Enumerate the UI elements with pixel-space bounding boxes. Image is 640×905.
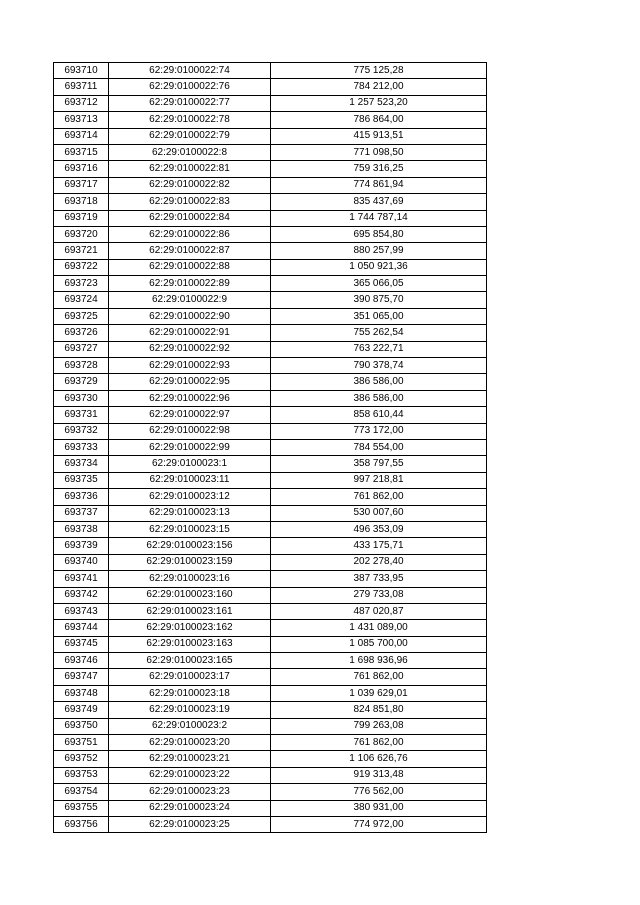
cadastral-number-cell: 62:29:0100022:98 [109,423,271,439]
row-number-cell: 693738 [54,521,109,537]
value-cell: 784 554,00 [271,439,487,455]
row-number-cell: 693715 [54,144,109,160]
cadastral-number-cell: 62:29:0100022:8 [109,144,271,160]
cadastral-number-cell: 62:29:0100023:19 [109,702,271,718]
cadastral-number-cell: 62:29:0100023:165 [109,653,271,669]
cadastral-number-cell: 62:29:0100023:159 [109,554,271,570]
row-number-cell: 693711 [54,79,109,95]
value-cell: 824 851,80 [271,702,487,718]
cadastral-number-cell: 62:29:0100022:97 [109,407,271,423]
table-body [54,63,487,833]
row-number-cell: 693736 [54,489,109,505]
table-row [54,292,487,308]
cadastral-number-cell: 62:29:0100022:86 [109,226,271,242]
cadastral-number-cell: 62:29:0100023:2 [109,718,271,734]
value-cell: 1 257 523,20 [271,95,487,111]
row-number-cell: 693751 [54,735,109,751]
table-row [54,489,487,505]
cadastral-number-cell: 62:29:0100022:87 [109,243,271,259]
cadastral-number-cell: 62:29:0100023:161 [109,603,271,619]
cadastral-number-cell: 62:29:0100023:1 [109,456,271,472]
value-cell: 763 222,71 [271,341,487,357]
value-cell: 786 864,00 [271,112,487,128]
row-number-cell: 693724 [54,292,109,308]
table-row [54,439,487,455]
cadastral-number-cell: 62:29:0100023:13 [109,505,271,521]
value-cell: 433 175,71 [271,538,487,554]
table-row [54,554,487,570]
table-row [54,161,487,177]
row-number-cell: 693716 [54,161,109,177]
cadastral-number-cell: 62:29:0100022:81 [109,161,271,177]
table-row [54,587,487,603]
row-number-cell: 693726 [54,325,109,341]
row-number-cell: 693720 [54,226,109,242]
table-row [54,128,487,144]
row-number-cell: 693727 [54,341,109,357]
value-cell: 880 257,99 [271,243,487,259]
row-number-cell: 693750 [54,718,109,734]
table-row [54,521,487,537]
value-cell: 1 106 626,76 [271,751,487,767]
table-row [54,276,487,292]
table-row [54,751,487,767]
row-number-cell: 693749 [54,702,109,718]
value-cell: 279 733,08 [271,587,487,603]
value-cell: 790 378,74 [271,358,487,374]
row-number-cell: 693733 [54,439,109,455]
table-row [54,95,487,111]
row-number-cell: 693710 [54,63,109,79]
table-row [54,341,487,357]
value-cell: 759 316,25 [271,161,487,177]
cadastral-number-cell: 62:29:0100022:82 [109,177,271,193]
value-cell: 835 437,69 [271,194,487,210]
row-number-cell: 693725 [54,308,109,324]
table-row [54,210,487,226]
cadastral-number-cell: 62:29:0100023:16 [109,571,271,587]
row-number-cell: 693732 [54,423,109,439]
table-row [54,472,487,488]
table-row [54,571,487,587]
table-row [54,407,487,423]
table-row [54,603,487,619]
value-cell: 774 861,94 [271,177,487,193]
cadastral-number-cell: 62:29:0100023:163 [109,636,271,652]
row-number-cell: 693713 [54,112,109,128]
table-row [54,144,487,160]
cadastral-value-table [53,62,487,833]
row-number-cell: 693747 [54,669,109,685]
value-cell: 997 218,81 [271,472,487,488]
value-cell: 365 066,05 [271,276,487,292]
cadastral-number-cell: 62:29:0100023:22 [109,767,271,783]
row-number-cell: 693728 [54,358,109,374]
value-cell: 358 797,55 [271,456,487,472]
value-cell: 858 610,44 [271,407,487,423]
row-number-cell: 693729 [54,374,109,390]
table-row [54,669,487,685]
spreadsheet-page [53,62,487,833]
row-number-cell: 693755 [54,800,109,816]
cadastral-number-cell: 62:29:0100023:20 [109,735,271,751]
value-cell: 919 313,48 [271,767,487,783]
row-number-cell: 693739 [54,538,109,554]
cadastral-number-cell: 62:29:0100022:89 [109,276,271,292]
row-number-cell: 693718 [54,194,109,210]
value-cell: 774 972,00 [271,816,487,832]
table-row [54,243,487,259]
table-row [54,702,487,718]
cadastral-number-cell: 62:29:0100022:96 [109,390,271,406]
row-number-cell: 693730 [54,390,109,406]
row-number-cell: 693752 [54,751,109,767]
row-number-cell: 693734 [54,456,109,472]
row-number-cell: 693731 [54,407,109,423]
value-cell: 1 431 089,00 [271,620,487,636]
cadastral-number-cell: 62:29:0100022:77 [109,95,271,111]
value-cell: 773 172,00 [271,423,487,439]
value-cell: 771 098,50 [271,144,487,160]
value-cell: 1 085 700,00 [271,636,487,652]
table-row [54,800,487,816]
row-number-cell: 693742 [54,587,109,603]
row-number-cell: 693753 [54,767,109,783]
table-row [54,79,487,95]
cadastral-number-cell: 62:29:0100022:9 [109,292,271,308]
table-row [54,636,487,652]
value-cell: 761 862,00 [271,735,487,751]
value-cell: 1 744 787,14 [271,210,487,226]
table-row [54,685,487,701]
row-number-cell: 693735 [54,472,109,488]
table-row [54,456,487,472]
row-number-cell: 693743 [54,603,109,619]
value-cell: 799 263,08 [271,718,487,734]
table-row [54,63,487,79]
value-cell: 695 854,80 [271,226,487,242]
cadastral-number-cell: 62:29:0100023:11 [109,472,271,488]
cadastral-number-cell: 62:29:0100022:93 [109,358,271,374]
cadastral-number-cell: 62:29:0100023:15 [109,521,271,537]
cadastral-number-cell: 62:29:0100023:156 [109,538,271,554]
cadastral-number-cell: 62:29:0100022:84 [109,210,271,226]
cadastral-number-cell: 62:29:0100022:74 [109,63,271,79]
table-row [54,112,487,128]
row-number-cell: 693756 [54,816,109,832]
value-cell: 496 353,09 [271,521,487,537]
table-row [54,358,487,374]
value-cell: 761 862,00 [271,489,487,505]
cadastral-number-cell: 62:29:0100022:78 [109,112,271,128]
value-cell: 390 875,70 [271,292,487,308]
row-number-cell: 693723 [54,276,109,292]
cadastral-number-cell: 62:29:0100022:83 [109,194,271,210]
cadastral-number-cell: 62:29:0100022:90 [109,308,271,324]
cadastral-number-cell: 62:29:0100023:17 [109,669,271,685]
value-cell: 1 050 921,36 [271,259,487,275]
row-number-cell: 693740 [54,554,109,570]
table-row [54,423,487,439]
row-number-cell: 693712 [54,95,109,111]
cadastral-number-cell: 62:29:0100023:12 [109,489,271,505]
cadastral-number-cell: 62:29:0100023:24 [109,800,271,816]
cadastral-number-cell: 62:29:0100023:160 [109,587,271,603]
value-cell: 351 065,00 [271,308,487,324]
value-cell: 775 125,28 [271,63,487,79]
cadastral-number-cell: 62:29:0100022:92 [109,341,271,357]
row-number-cell: 693737 [54,505,109,521]
row-number-cell: 693744 [54,620,109,636]
cadastral-number-cell: 62:29:0100022:91 [109,325,271,341]
value-cell: 202 278,40 [271,554,487,570]
table-row [54,538,487,554]
cadastral-number-cell: 62:29:0100023:18 [109,685,271,701]
value-cell: 755 262,54 [271,325,487,341]
cadastral-number-cell: 62:29:0100022:99 [109,439,271,455]
value-cell: 784 212,00 [271,79,487,95]
value-cell: 387 733,95 [271,571,487,587]
table-row [54,374,487,390]
cadastral-number-cell: 62:29:0100022:95 [109,374,271,390]
table-row [54,325,487,341]
value-cell: 487 020,87 [271,603,487,619]
row-number-cell: 693748 [54,685,109,701]
cadastral-number-cell: 62:29:0100023:162 [109,620,271,636]
row-number-cell: 693741 [54,571,109,587]
table-row [54,735,487,751]
row-number-cell: 693714 [54,128,109,144]
table-row [54,226,487,242]
table-row [54,653,487,669]
table-row [54,620,487,636]
value-cell: 761 862,00 [271,669,487,685]
cadastral-number-cell: 62:29:0100022:88 [109,259,271,275]
table-row [54,194,487,210]
cadastral-number-cell: 62:29:0100023:25 [109,816,271,832]
row-number-cell: 693722 [54,259,109,275]
value-cell: 1 039 629,01 [271,685,487,701]
table-row [54,259,487,275]
table-row [54,390,487,406]
value-cell: 415 913,51 [271,128,487,144]
table-row [54,505,487,521]
row-number-cell: 693754 [54,784,109,800]
row-number-cell: 693745 [54,636,109,652]
cadastral-number-cell: 62:29:0100022:79 [109,128,271,144]
value-cell: 380 931,00 [271,800,487,816]
table-row [54,308,487,324]
row-number-cell: 693717 [54,177,109,193]
row-number-cell: 693719 [54,210,109,226]
cadastral-number-cell: 62:29:0100023:23 [109,784,271,800]
table-row [54,718,487,734]
value-cell: 386 586,00 [271,390,487,406]
table-row [54,767,487,783]
value-cell: 386 586,00 [271,374,487,390]
table-row [54,784,487,800]
table-row [54,816,487,832]
value-cell: 776 562,00 [271,784,487,800]
cadastral-number-cell: 62:29:0100023:21 [109,751,271,767]
value-cell: 1 698 936,96 [271,653,487,669]
row-number-cell: 693746 [54,653,109,669]
value-cell: 530 007,60 [271,505,487,521]
cadastral-number-cell: 62:29:0100022:76 [109,79,271,95]
row-number-cell: 693721 [54,243,109,259]
table-row [54,177,487,193]
